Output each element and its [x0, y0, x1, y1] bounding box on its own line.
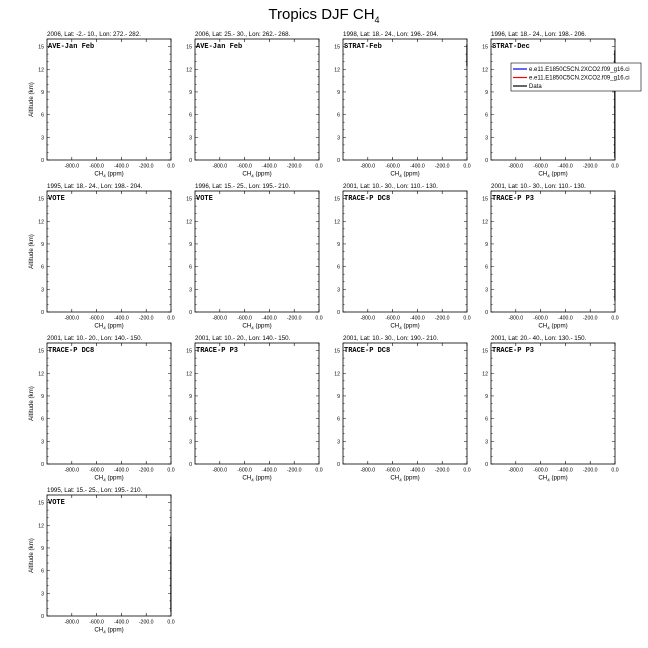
- panel-header: 2006, Lat: 25.- 30., Lon: 262.- 268.: [195, 31, 291, 38]
- y-tick-label: 3: [189, 439, 192, 446]
- plot-frame: [47, 39, 171, 160]
- x-axis-label: [94, 323, 123, 331]
- y-tick-label: 9: [485, 241, 488, 248]
- x-tick-label: -800.0: [64, 315, 80, 322]
- y-tick-label: 15: [482, 348, 488, 355]
- y-tick-label: 15: [186, 348, 192, 355]
- x-axis-label-subscript: 4: [251, 173, 254, 179]
- x-axis-label-main: CH: [390, 474, 400, 482]
- x-tick-label: 0.0: [315, 315, 323, 322]
- x-axis-label-unit: (ppm): [253, 322, 272, 330]
- y-tick-label: 12: [38, 371, 44, 378]
- x-tick-label: -800.0: [64, 163, 80, 170]
- x-tick-label: -200.0: [434, 315, 450, 322]
- x-axis-label: [538, 171, 567, 179]
- campaign-label: VOTE: [48, 195, 65, 203]
- y-tick-label: 3: [337, 135, 340, 142]
- panel-12: [482, 335, 618, 482]
- y-axis-label: Altitude (km): [28, 538, 35, 573]
- x-tick-label: 0.0: [167, 619, 175, 626]
- plot-frame: [47, 495, 171, 616]
- x-axis-label-unit: (ppm): [549, 322, 568, 330]
- panel-header: 2001, Lat: 10.- 20., Lon: 140.- 150.: [47, 335, 143, 342]
- x-axis-label-unit: (ppm): [401, 170, 420, 178]
- panel-header: 2001, Lat: 10.- 20., Lon: 140.- 150.: [195, 335, 291, 342]
- x-tick-label: -800.0: [360, 163, 376, 170]
- y-tick-label: 3: [485, 287, 488, 294]
- y-tick-label: 15: [186, 196, 192, 203]
- x-tick-label: 0.0: [463, 467, 471, 474]
- x-tick-label: -400.0: [262, 315, 277, 322]
- x-tick-label: -400.0: [114, 619, 129, 626]
- y-tick-label: 0: [41, 310, 44, 316]
- y-tick-label: 12: [38, 523, 44, 530]
- x-tick-label: -600.0: [385, 315, 400, 322]
- x-axis-label-main: CH: [242, 170, 252, 178]
- x-tick-label: 0.0: [611, 467, 619, 474]
- x-tick-label: -400.0: [558, 163, 573, 170]
- campaign-label: TRACE-P P3: [492, 347, 535, 355]
- y-tick-label: 0: [485, 310, 488, 316]
- x-axis-label-subscript: 4: [251, 325, 254, 331]
- y-tick-label: 0: [337, 462, 340, 468]
- y-tick-label: 9: [485, 89, 488, 96]
- x-tick-label: -600.0: [89, 163, 104, 170]
- campaign-label: VOTE: [48, 499, 65, 507]
- y-tick-label: 3: [41, 135, 44, 142]
- y-tick-label: 3: [189, 287, 192, 294]
- panel-header: 2001, Lat: 10.- 30., Lon: 190.- 210.: [343, 335, 439, 342]
- x-tick-label: 0.0: [315, 467, 323, 474]
- x-axis-label-unit: (ppm): [253, 170, 272, 178]
- x-tick-label: -600.0: [237, 163, 252, 170]
- x-axis-label-subscript: 4: [399, 477, 402, 483]
- panel-7: [334, 183, 470, 330]
- y-tick-label: 3: [189, 135, 192, 142]
- plot-frame: [195, 191, 319, 312]
- x-axis-label-unit: (ppm): [105, 170, 124, 178]
- x-tick-label: -600.0: [89, 315, 104, 322]
- y-tick-label: 15: [334, 44, 340, 51]
- plot-frame: [343, 191, 467, 312]
- x-axis-label-subscript: 4: [399, 325, 402, 331]
- y-tick-label: 6: [189, 112, 192, 119]
- y-tick-label: 15: [186, 44, 192, 51]
- y-tick-label: 15: [38, 44, 44, 51]
- y-axis-label: Altitude (km): [28, 82, 35, 117]
- x-axis-label-subscript: 4: [103, 629, 106, 635]
- x-tick-label: -800.0: [64, 467, 80, 474]
- y-tick-label: 0: [485, 158, 488, 164]
- x-tick-label: -200.0: [434, 467, 450, 474]
- plot-frame: [491, 191, 615, 312]
- x-axis-label: [390, 323, 419, 331]
- y-tick-label: 12: [38, 67, 44, 74]
- x-axis-label-main: CH: [94, 170, 104, 178]
- x-axis-label-subscript: 4: [103, 325, 106, 331]
- y-tick-label: 6: [189, 264, 192, 271]
- y-tick-label: 9: [189, 241, 192, 248]
- x-axis-label-main: CH: [94, 322, 104, 330]
- legend-label: e.e11.E1850C5CN.2XCO2.f09_g16.ci: [529, 75, 630, 82]
- x-tick-label: -800.0: [360, 315, 376, 322]
- x-axis-label: [538, 475, 567, 483]
- x-tick-label: -800.0: [508, 315, 524, 322]
- y-tick-label: 6: [189, 416, 192, 423]
- campaign-label: VOTE: [196, 195, 213, 203]
- y-tick-label: 6: [485, 264, 488, 271]
- panel-10: [186, 335, 322, 482]
- x-tick-label: -200.0: [582, 315, 598, 322]
- campaign-label: AVE-Jan Feb: [196, 43, 243, 51]
- panel-8: [482, 183, 618, 330]
- x-tick-label: -800.0: [508, 163, 524, 170]
- campaign-label: TRACE-P DC8: [344, 347, 391, 355]
- x-tick-label: -400.0: [410, 315, 425, 322]
- x-axis-label-unit: (ppm): [549, 474, 568, 482]
- x-tick-label: -400.0: [558, 315, 573, 322]
- y-tick-label: 0: [41, 614, 44, 620]
- y-tick-label: 9: [189, 89, 192, 96]
- x-axis-label-main: CH: [94, 474, 104, 482]
- x-axis-label-unit: (ppm): [549, 170, 568, 178]
- y-tick-label: 9: [189, 393, 192, 400]
- y-tick-label: 9: [337, 241, 340, 248]
- y-tick-label: 12: [482, 219, 488, 226]
- y-tick-label: 6: [41, 264, 44, 271]
- x-axis-label-unit: (ppm): [401, 322, 420, 330]
- y-tick-label: 9: [41, 393, 44, 400]
- y-tick-label: 15: [334, 196, 340, 203]
- panel-9: [28, 335, 175, 482]
- y-tick-label: 12: [482, 371, 488, 378]
- x-axis-label: [242, 475, 271, 483]
- x-axis-label-subscript: 4: [547, 173, 550, 179]
- x-axis-label-main: CH: [242, 474, 252, 482]
- x-tick-label: 0.0: [463, 163, 471, 170]
- y-tick-label: 3: [41, 287, 44, 294]
- x-axis-label: [94, 171, 123, 179]
- x-axis-label-main: CH: [538, 170, 548, 178]
- x-axis-label-subscript: 4: [547, 477, 550, 483]
- x-tick-label: -200.0: [138, 315, 154, 322]
- x-tick-label: -800.0: [508, 467, 524, 474]
- x-tick-label: -600.0: [237, 467, 252, 474]
- y-tick-label: 6: [337, 112, 340, 119]
- x-tick-label: 0.0: [611, 315, 619, 322]
- y-tick-label: 15: [482, 44, 488, 51]
- panel-header: 1998, Lat: 18.- 24., Lon: 196.- 204.: [343, 31, 439, 38]
- panel-11: [334, 335, 470, 482]
- y-tick-label: 0: [337, 310, 340, 316]
- y-tick-label: 3: [41, 439, 44, 446]
- campaign-label: STRAT-Dec: [492, 43, 530, 51]
- x-tick-label: -600.0: [533, 467, 548, 474]
- x-tick-label: 0.0: [611, 163, 619, 170]
- y-tick-label: 9: [41, 241, 44, 248]
- plot-frame: [491, 343, 615, 464]
- y-tick-label: 9: [337, 89, 340, 96]
- x-axis-label-unit: (ppm): [105, 474, 124, 482]
- panel-header: 2001, Lat: 20.- 40., Lon: 130.- 150.: [491, 335, 587, 342]
- legend: [511, 63, 641, 91]
- x-tick-label: -200.0: [138, 163, 154, 170]
- x-tick-label: 0.0: [463, 315, 471, 322]
- figure-title-subscript: 4: [374, 15, 380, 25]
- y-tick-label: 12: [482, 67, 488, 74]
- x-tick-label: -800.0: [212, 315, 228, 322]
- campaign-label: TRACE-P DC8: [48, 347, 95, 355]
- x-axis-label: [390, 171, 419, 179]
- x-axis-label-main: CH: [390, 170, 400, 178]
- x-tick-label: -400.0: [558, 467, 573, 474]
- y-tick-label: 6: [485, 416, 488, 423]
- y-tick-label: 9: [41, 545, 44, 552]
- panel-6: [186, 183, 322, 330]
- panel-header: 2006, Lat: -2.- 10., Lon: 272.- 282.: [47, 31, 141, 38]
- x-tick-label: -400.0: [262, 163, 277, 170]
- y-tick-label: 9: [485, 393, 488, 400]
- x-axis-label-subscript: 4: [251, 477, 254, 483]
- x-tick-label: -400.0: [410, 163, 425, 170]
- x-axis-label-unit: (ppm): [105, 626, 124, 634]
- y-tick-label: 6: [337, 264, 340, 271]
- x-tick-label: -200.0: [582, 467, 598, 474]
- x-axis-label-subscript: 4: [547, 325, 550, 331]
- x-tick-label: -200.0: [286, 163, 302, 170]
- y-tick-label: 15: [38, 500, 44, 507]
- y-axis-label: Altitude (km): [28, 386, 35, 421]
- campaign-label: TRACE-P P3: [492, 195, 535, 203]
- y-tick-label: 12: [334, 67, 340, 74]
- x-axis-label-subscript: 4: [103, 173, 106, 179]
- x-axis-label-main: CH: [94, 626, 104, 634]
- panel-header: 2001, Lat: 10.- 30., Lon: 110.- 130.: [343, 183, 438, 190]
- y-tick-label: 12: [186, 371, 192, 378]
- x-tick-label: -400.0: [410, 467, 425, 474]
- x-axis-label: [242, 323, 271, 331]
- campaign-label: STRAT-Feb: [344, 43, 382, 51]
- y-tick-label: 3: [337, 439, 340, 446]
- y-tick-label: 12: [334, 219, 340, 226]
- x-tick-label: -800.0: [212, 163, 228, 170]
- x-tick-label: -200.0: [138, 467, 154, 474]
- y-axis-label: Altitude (km): [28, 234, 35, 269]
- y-tick-label: 6: [41, 568, 44, 575]
- x-tick-label: -600.0: [385, 163, 400, 170]
- y-tick-label: 12: [38, 219, 44, 226]
- legend-label: e.e11.E1850C5CN.2XCO2.f09_g16.ci: [529, 67, 630, 73]
- x-tick-label: 0.0: [315, 163, 323, 170]
- y-tick-label: 6: [41, 416, 44, 423]
- panel-5: [28, 183, 175, 330]
- plot-frame: [195, 39, 319, 160]
- legend-label: Data: [529, 84, 542, 90]
- x-tick-label: -800.0: [360, 467, 376, 474]
- y-tick-label: 6: [337, 416, 340, 423]
- x-tick-label: 0.0: [167, 315, 175, 322]
- panel-2: [186, 31, 322, 178]
- panel-header: 1995, Lat: 18.- 24., Lon: 198.- 204.: [47, 183, 143, 190]
- x-tick-label: -400.0: [114, 467, 129, 474]
- y-tick-label: 3: [41, 591, 44, 598]
- figure-title-main: Tropics DJF CH: [268, 6, 375, 23]
- y-tick-label: 6: [485, 112, 488, 119]
- plot-frame: [343, 39, 467, 160]
- plot-frame: [491, 39, 615, 160]
- y-tick-label: 12: [186, 67, 192, 74]
- x-axis-label: [242, 171, 271, 179]
- plot-frame: [47, 343, 171, 464]
- campaign-label: TRACE-P DC8: [344, 195, 391, 203]
- x-axis-label-subscript: 4: [103, 477, 106, 483]
- x-axis-label-unit: (ppm): [105, 322, 124, 330]
- x-tick-label: -200.0: [286, 315, 302, 322]
- y-tick-label: 3: [485, 439, 488, 446]
- x-tick-label: -600.0: [533, 315, 548, 322]
- x-tick-label: -200.0: [286, 467, 302, 474]
- y-tick-label: 9: [337, 393, 340, 400]
- y-tick-label: 15: [334, 348, 340, 355]
- y-tick-label: 15: [38, 348, 44, 355]
- y-tick-label: 3: [485, 135, 488, 142]
- x-tick-label: -600.0: [89, 619, 104, 626]
- y-tick-label: 15: [482, 196, 488, 203]
- x-axis-label-main: CH: [538, 474, 548, 482]
- y-tick-label: 0: [485, 462, 488, 468]
- campaign-label: AVE-Jan Feb: [48, 43, 95, 51]
- y-tick-label: 0: [337, 158, 340, 164]
- panel-header: 1996, Lat: 18.- 24., Lon: 198.- 206.: [491, 31, 587, 38]
- y-tick-label: 15: [38, 196, 44, 203]
- panel-13: [28, 487, 175, 634]
- plot-frame: [343, 343, 467, 464]
- y-tick-label: 9: [41, 89, 44, 96]
- x-tick-label: -800.0: [64, 619, 80, 626]
- x-tick-label: -600.0: [237, 315, 252, 322]
- x-tick-label: 0.0: [167, 467, 175, 474]
- y-tick-label: 0: [41, 462, 44, 468]
- x-tick-label: 0.0: [167, 163, 175, 170]
- y-tick-label: 12: [334, 371, 340, 378]
- x-axis-label-unit: (ppm): [253, 474, 272, 482]
- x-tick-label: -200.0: [582, 163, 598, 170]
- x-axis-label-subscript: 4: [399, 173, 402, 179]
- x-tick-label: -600.0: [533, 163, 548, 170]
- campaign-label: TRACE-P P3: [196, 347, 239, 355]
- x-axis-label: [94, 475, 123, 483]
- x-tick-label: -400.0: [114, 315, 129, 322]
- x-tick-label: -600.0: [89, 467, 104, 474]
- panel-1: [28, 31, 175, 178]
- y-tick-label: 0: [189, 462, 192, 468]
- y-tick-label: 0: [189, 310, 192, 316]
- x-tick-label: -200.0: [434, 163, 450, 170]
- x-axis-label: [94, 627, 123, 635]
- x-axis-label-main: CH: [538, 322, 548, 330]
- x-tick-label: -200.0: [138, 619, 154, 626]
- x-axis-label-main: CH: [242, 322, 252, 330]
- x-axis-label: [538, 323, 567, 331]
- y-tick-label: 3: [337, 287, 340, 294]
- x-tick-label: -600.0: [385, 467, 400, 474]
- panel-header: 1995, Lat: 15.- 25., Lon: 195.- 210.: [47, 487, 143, 494]
- panel-header: 1996, Lat: 15.- 25., Lon: 195.- 210.: [195, 183, 291, 190]
- y-tick-label: 12: [186, 219, 192, 226]
- x-tick-label: -400.0: [262, 467, 277, 474]
- y-tick-label: 0: [189, 158, 192, 164]
- x-axis-label-unit: (ppm): [401, 474, 420, 482]
- panel-3: [334, 31, 470, 178]
- y-tick-label: 0: [41, 158, 44, 164]
- plot-frame: [195, 343, 319, 464]
- y-tick-label: 6: [41, 112, 44, 119]
- x-tick-label: -400.0: [114, 163, 129, 170]
- x-axis-label: [390, 475, 419, 483]
- panel-4: [482, 31, 641, 178]
- plot-frame: [47, 191, 171, 312]
- x-axis-label-main: CH: [390, 322, 400, 330]
- panel-header: 2001, Lat: 10.- 30., Lon: 110.- 130.: [491, 183, 586, 190]
- x-tick-label: -800.0: [212, 467, 228, 474]
